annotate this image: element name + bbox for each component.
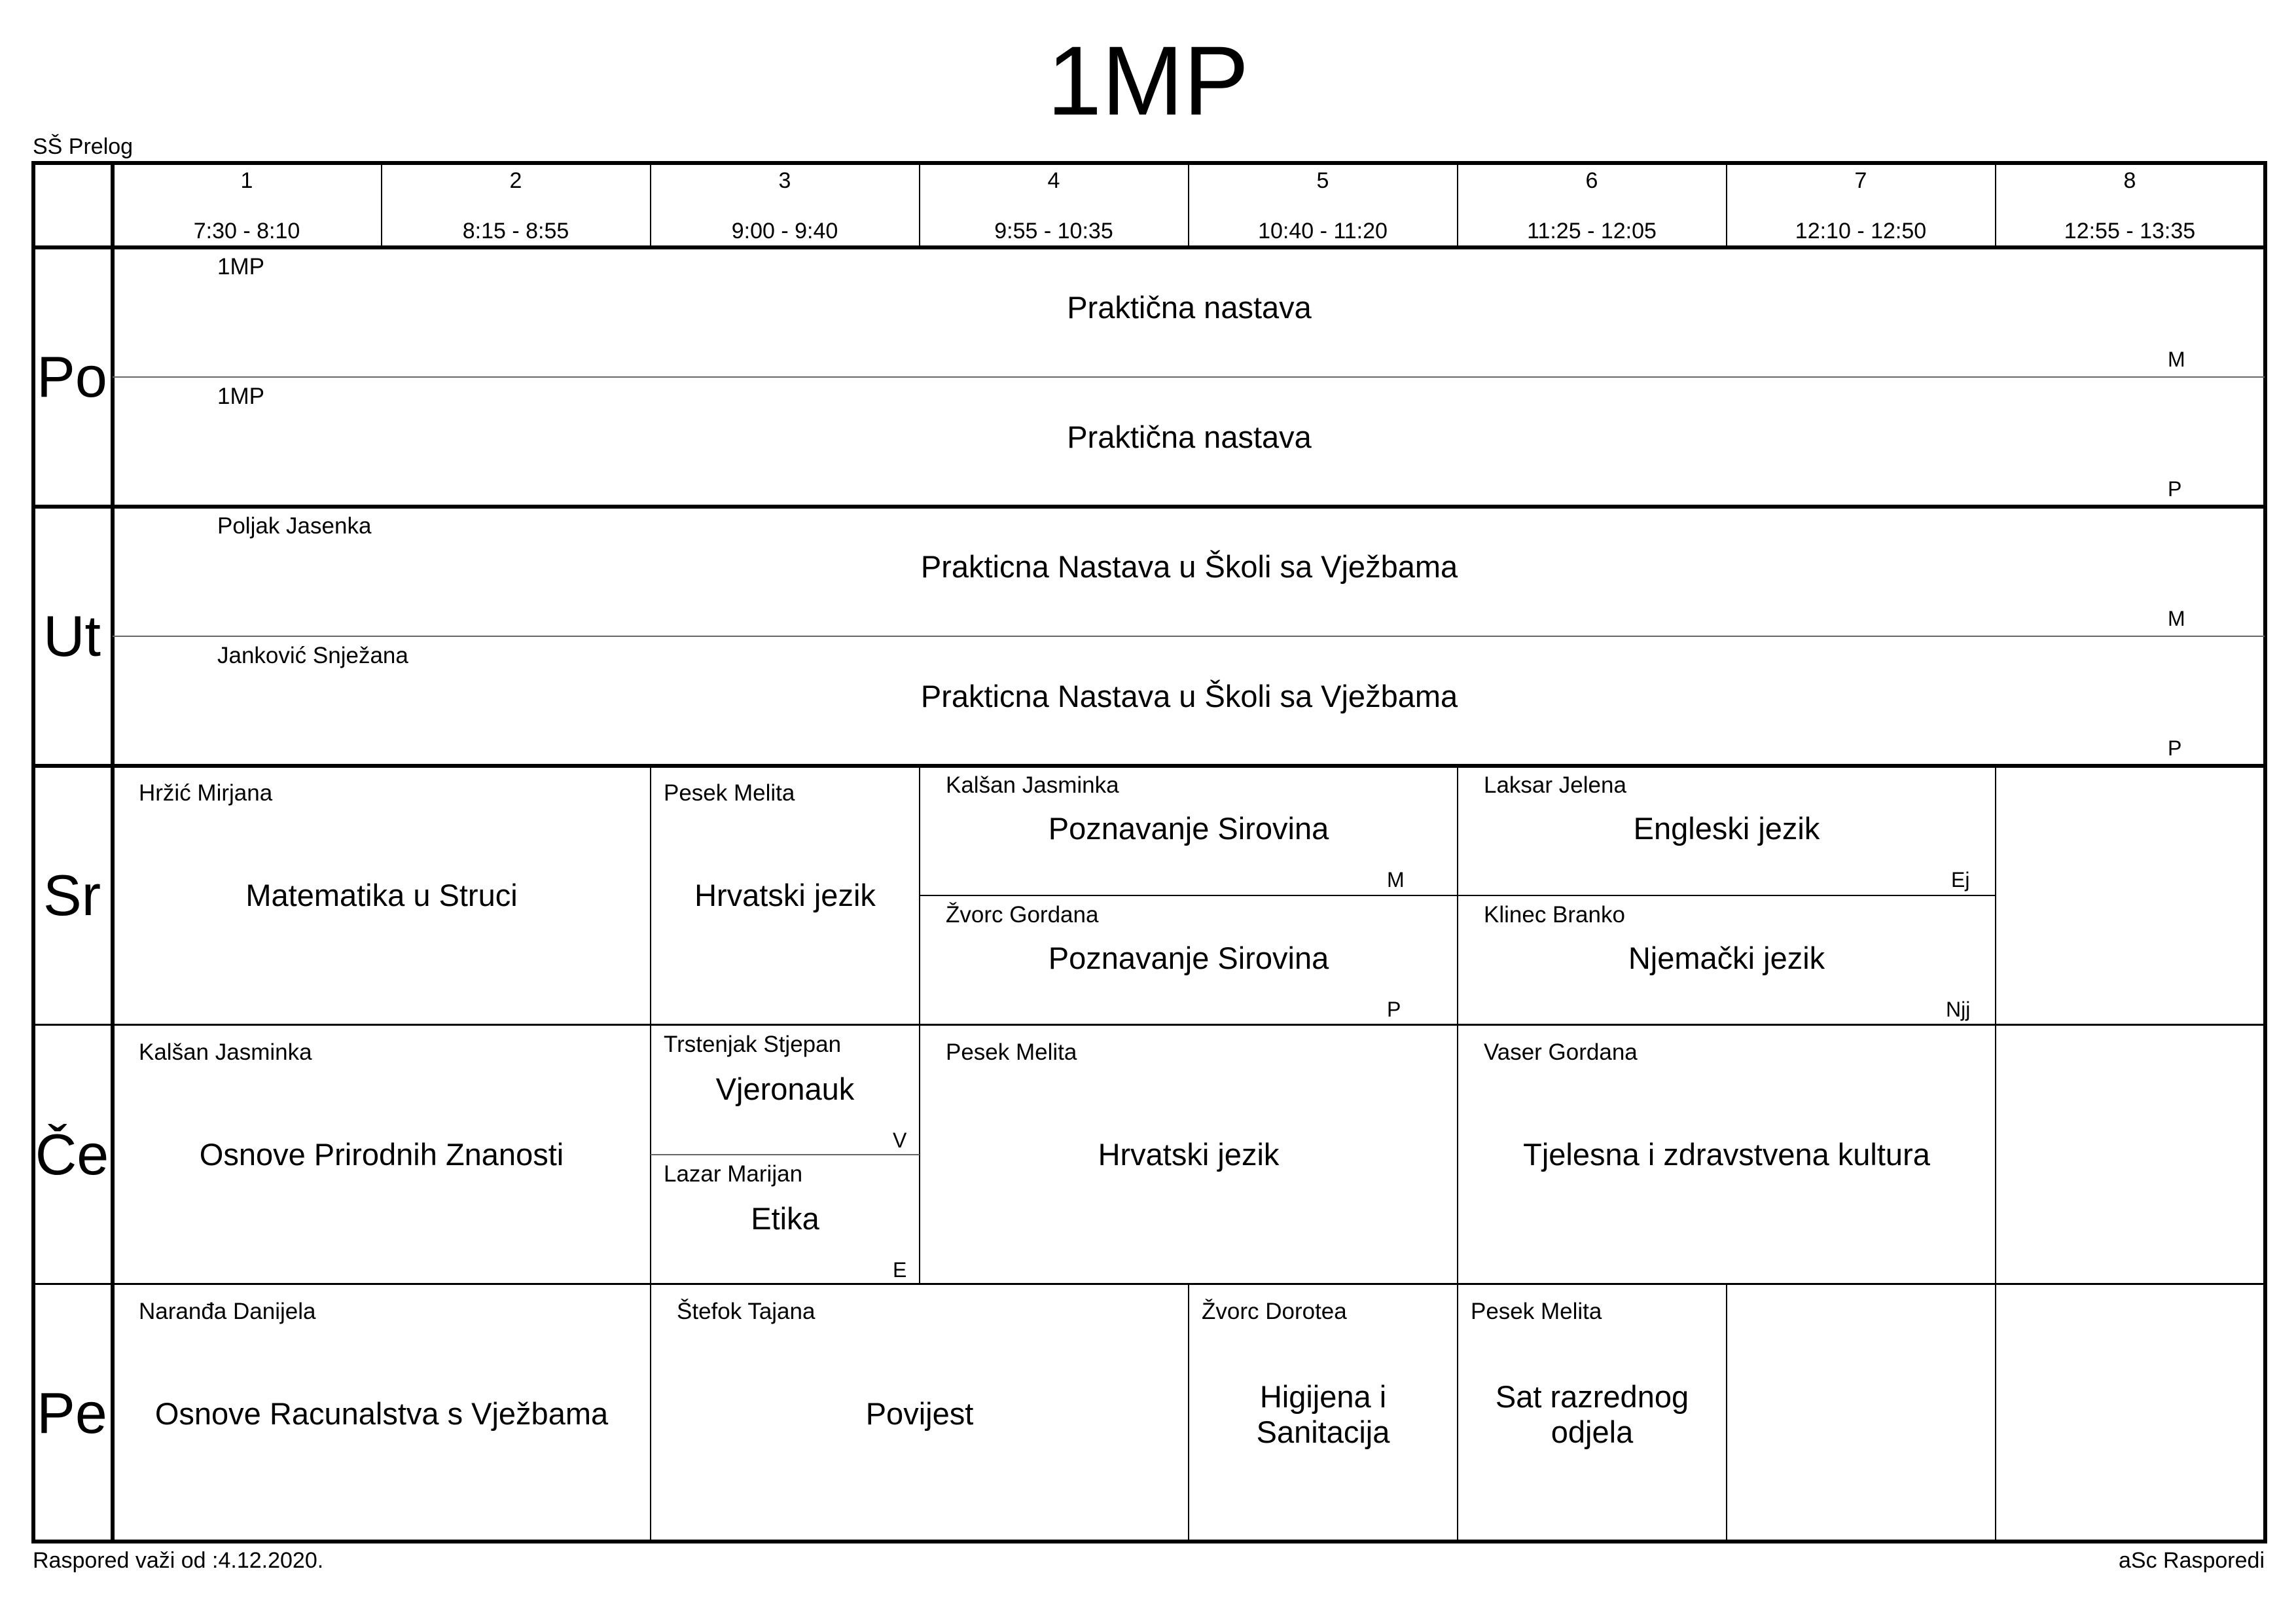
lesson-cell bbox=[1458, 1284, 1727, 1543]
lesson-teacher: Hržić Mirjana bbox=[139, 780, 273, 806]
lesson-cell bbox=[651, 1284, 1189, 1543]
grid-line bbox=[111, 161, 115, 1543]
lesson-cell bbox=[113, 377, 2266, 507]
lesson-cell bbox=[1458, 1025, 1996, 1284]
grid-line bbox=[919, 895, 1996, 896]
period-time: 8:15 - 8:55 bbox=[462, 219, 569, 244]
grid-border bbox=[2263, 161, 2267, 1543]
validity-note: Raspored važi od :4.12.2020. bbox=[33, 1548, 324, 1573]
lesson-cell bbox=[651, 1155, 920, 1284]
lesson-cell bbox=[920, 1025, 1458, 1284]
grid-line bbox=[31, 1024, 2267, 1026]
grid-line bbox=[1457, 161, 1458, 247]
lesson-group: M bbox=[1387, 868, 1405, 892]
period-number: 3 bbox=[778, 168, 791, 193]
lesson-group: P bbox=[2168, 477, 2182, 501]
lesson-group: Njj bbox=[1946, 998, 1971, 1021]
grid-border bbox=[31, 161, 35, 1543]
period-time: 12:10 - 12:50 bbox=[1795, 219, 1927, 244]
period-time: 11:25 - 12:05 bbox=[1527, 219, 1657, 244]
lesson-subject: Povijest bbox=[865, 1396, 974, 1431]
grid-line bbox=[381, 161, 382, 247]
lesson-subject: Poznavanje Sirovina bbox=[1048, 811, 1329, 846]
lesson-group: P bbox=[2168, 736, 2182, 760]
lesson-cell bbox=[1458, 766, 1996, 895]
lesson-teacher: 1MP bbox=[217, 384, 264, 409]
grid-line bbox=[31, 505, 2267, 509]
lesson-teacher: Žvorc Dorotea bbox=[1202, 1299, 1347, 1324]
grid-border bbox=[31, 1540, 2267, 1543]
lesson-group: V bbox=[893, 1128, 907, 1152]
grid-line bbox=[650, 1284, 651, 1541]
lesson-cell bbox=[1189, 1284, 1458, 1543]
day-label-thursday: Če bbox=[35, 1122, 109, 1187]
lesson-subject: Osnove Racunalstva s Vježbama bbox=[154, 1396, 609, 1431]
grid-line bbox=[919, 161, 920, 247]
lesson-teacher: Klinec Branko bbox=[1484, 902, 1625, 928]
period-number: 2 bbox=[509, 168, 522, 193]
lesson-subject: Etika bbox=[751, 1201, 819, 1236]
lesson-subject: Sanitacija bbox=[1256, 1415, 1390, 1449]
lesson-subject: Praktična nastava bbox=[1067, 290, 1312, 325]
lesson-teacher: Štefok Tajana bbox=[677, 1299, 816, 1324]
page-title: 1MP bbox=[1047, 26, 1249, 135]
lesson-teacher: Pesek Melita bbox=[664, 780, 795, 806]
period-number: 7 bbox=[1854, 168, 1867, 193]
grid-line bbox=[1995, 1284, 1996, 1541]
period-time: 9:00 - 9:40 bbox=[731, 219, 838, 244]
period-number: 1 bbox=[240, 168, 253, 193]
lesson-teacher: Lazar Marijan bbox=[664, 1161, 803, 1187]
grid-line bbox=[650, 766, 651, 1025]
lesson-subject: Sat razrednog bbox=[1495, 1379, 1689, 1414]
period-time: 10:40 - 11:20 bbox=[1258, 219, 1388, 244]
lesson-subject: odjela bbox=[1551, 1415, 1634, 1449]
lesson-teacher: Pesek Melita bbox=[1471, 1299, 1602, 1324]
lesson-group: M bbox=[2168, 348, 2185, 371]
lesson-teacher: Janković Snježana bbox=[217, 643, 408, 668]
lesson-cell bbox=[113, 636, 2266, 766]
lesson-teacher: Naranđa Danijela bbox=[139, 1299, 316, 1324]
lesson-group: E bbox=[893, 1258, 907, 1282]
lesson-teacher: Kalšan Jasminka bbox=[946, 772, 1119, 798]
grid-line bbox=[1995, 161, 1996, 247]
lesson-subject: Higijena i bbox=[1259, 1379, 1387, 1414]
period-number: 8 bbox=[2123, 168, 2136, 193]
lesson-subject: Prakticna Nastava u Školi sa Vježbama bbox=[920, 549, 1458, 584]
grid-line bbox=[31, 1283, 2267, 1285]
lesson-subject: Prakticna Nastava u Školi sa Vježbama bbox=[920, 679, 1458, 713]
school-name: SŠ Prelog bbox=[33, 134, 134, 159]
lesson-subject: Matematika u Struci bbox=[245, 878, 518, 912]
lesson-cell bbox=[1458, 895, 1996, 1025]
grid-line bbox=[1457, 1284, 1458, 1541]
lesson-subject: Njemački jezik bbox=[1628, 941, 1825, 975]
timetable-grid bbox=[31, 161, 2267, 1543]
grid-line bbox=[651, 1154, 920, 1155]
lesson-teacher: Trstenjak Stjepan bbox=[664, 1032, 842, 1057]
lesson-group: M bbox=[2168, 607, 2185, 630]
grid-line bbox=[1995, 1025, 1996, 1284]
lesson-subject: Vjeronauk bbox=[715, 1072, 855, 1106]
lesson-subject: Osnove Prirodnih Znanosti bbox=[199, 1137, 564, 1172]
lesson-teacher: Poljak Jasenka bbox=[217, 513, 372, 539]
lesson-cell bbox=[651, 1025, 920, 1155]
lesson-teacher: 1MP bbox=[217, 254, 264, 280]
grid-border bbox=[31, 161, 2267, 165]
lesson-subject: Engleski jezik bbox=[1633, 811, 1820, 846]
lesson-cell bbox=[113, 507, 2266, 636]
lesson-cell bbox=[651, 766, 920, 1025]
day-label-tuesday: Ut bbox=[43, 604, 101, 668]
brand-label: aSc Rasporedi bbox=[2118, 1548, 2265, 1573]
period-number: 6 bbox=[1585, 168, 1598, 193]
lesson-cell bbox=[920, 766, 1458, 895]
lesson-cell bbox=[113, 1025, 651, 1284]
period-time: 7:30 - 8:10 bbox=[193, 219, 300, 244]
lesson-group: P bbox=[1387, 998, 1401, 1021]
lesson-subject: Poznavanje Sirovina bbox=[1048, 941, 1329, 975]
period-time: 9:55 - 10:35 bbox=[994, 219, 1113, 244]
period-time: 12:55 - 13:35 bbox=[2064, 219, 2196, 244]
lesson-subject: Hrvatski jezik bbox=[1098, 1137, 1280, 1172]
grid-line bbox=[650, 161, 651, 247]
lesson-group: Ej bbox=[1951, 868, 1970, 892]
lesson-teacher: Vaser Gordana bbox=[1484, 1039, 1638, 1065]
grid-line bbox=[31, 245, 2267, 249]
grid-line bbox=[31, 764, 2267, 768]
lesson-teacher: Žvorc Gordana bbox=[946, 902, 1099, 928]
lesson-teacher: Pesek Melita bbox=[946, 1039, 1077, 1065]
lesson-cell bbox=[113, 1284, 651, 1543]
lesson-subject: Tjelesna i zdravstvena kultura bbox=[1523, 1137, 1930, 1172]
grid-line bbox=[1188, 1284, 1189, 1541]
day-label-wednesday: Sr bbox=[43, 863, 101, 928]
lesson-subject: Hrvatski jezik bbox=[694, 878, 876, 912]
grid-line bbox=[1188, 161, 1189, 247]
period-number: 4 bbox=[1047, 168, 1060, 193]
lesson-subject: Praktična nastava bbox=[1067, 420, 1312, 454]
grid-line bbox=[113, 636, 2265, 637]
day-label-monday: Po bbox=[37, 344, 107, 409]
period-number: 5 bbox=[1316, 168, 1329, 193]
grid-line bbox=[1726, 1284, 1727, 1541]
lesson-cell bbox=[113, 247, 2266, 377]
grid-line bbox=[113, 376, 2265, 378]
lesson-cell bbox=[920, 895, 1458, 1025]
lesson-teacher: Laksar Jelena bbox=[1484, 772, 1626, 798]
grid-line bbox=[1726, 161, 1727, 247]
lesson-teacher: Kalšan Jasminka bbox=[139, 1039, 312, 1065]
grid-line bbox=[1457, 1025, 1458, 1284]
lesson-cell bbox=[113, 766, 651, 1025]
day-label-friday: Pe bbox=[37, 1380, 107, 1445]
